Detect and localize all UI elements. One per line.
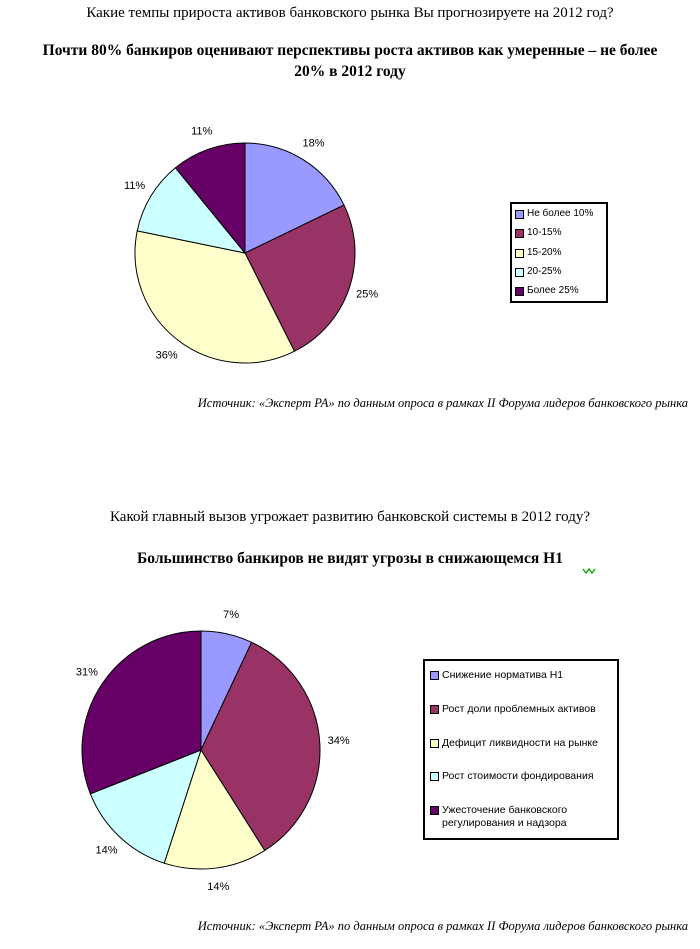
pie-chart-growth-forecast: [0, 118, 470, 398]
pie-data-label: 11%: [123, 180, 146, 193]
legend-label: 10-15%: [527, 227, 562, 239]
legend-box-main-challenge: [423, 659, 619, 840]
legend-swatch-icon: [515, 210, 524, 219]
legend-label: Ужесточение банковского регулирования и надзора: [442, 804, 568, 829]
legend-label: Рост доли проблемных активов: [442, 702, 596, 715]
legend-item: [430, 770, 612, 783]
source-note-1: Источник: «Эксперт РА» по данным опроса в рамках II Форума лидеров банковского рынка: [197, 396, 688, 410]
pie-chart-main-challenge: [0, 598, 440, 908]
headline-2: Большинство банкиров не видят угрозы в снижающемся Н1: [137, 550, 563, 567]
legend-swatch-icon: [430, 806, 439, 815]
question-title-1: Какие темпы прироста активов банковского рынка Вы прогнозируете на 2012 год?: [86, 5, 614, 21]
pie-data-label: 34%: [327, 735, 350, 748]
legend-label: Снижение норматива Н1: [442, 669, 564, 681]
pie-data-label: 18%: [302, 137, 325, 150]
pie-data-label: 7%: [223, 609, 240, 622]
legend-swatch-icon: [515, 229, 524, 238]
headline-1: Почти 80% банкиров оценивают перспективы роста активов как умеренные – не более 20% в 2012 году: [42, 42, 658, 80]
pie-data-label: 36%: [155, 349, 178, 362]
legend-item: [430, 737, 612, 750]
legend-item: [430, 804, 612, 830]
legend-swatch-icon: [430, 705, 439, 714]
source-note-2: Источник: «Эксперт РА» по данным опроса в рамках II Форума лидеров банковского рынка: [197, 919, 688, 933]
legend-item: [430, 669, 612, 682]
legend-box-growth-forecast: [510, 202, 608, 303]
legend-label: 15-20%: [527, 246, 562, 258]
legend-label: Дефицит ликвидности на рынке: [442, 736, 598, 749]
pie-data-label: 14%: [207, 880, 230, 893]
question-title-2: Какой главный вызов угрожает развитию банковской системы в 2012 году?: [110, 509, 590, 525]
pie-data-label: 31%: [75, 666, 98, 679]
legend-item: [515, 285, 603, 297]
legend-swatch-icon: [430, 772, 439, 781]
pie-data-label: 25%: [356, 288, 379, 301]
legend-swatch-icon: [430, 739, 439, 748]
legend-swatch-icon: [515, 268, 524, 277]
legend-item: [430, 703, 612, 716]
legend-label: 20-25%: [527, 265, 562, 277]
legend-item: [515, 266, 603, 278]
legend-item: [515, 227, 603, 239]
spellcheck-squiggle-icon: [582, 568, 596, 575]
legend-item: [515, 247, 603, 259]
legend-swatch-icon: [515, 287, 524, 296]
legend-swatch-icon: [430, 671, 439, 680]
pie-data-label: 14%: [95, 844, 118, 857]
legend-label: Не более 10%: [527, 208, 594, 219]
pie-data-label: 11%: [191, 125, 213, 138]
legend-label: Более 25%: [527, 285, 579, 296]
legend-swatch-icon: [515, 249, 524, 258]
legend-item: [515, 208, 603, 220]
legend-label: Рост стоимости фондирования: [442, 770, 594, 783]
